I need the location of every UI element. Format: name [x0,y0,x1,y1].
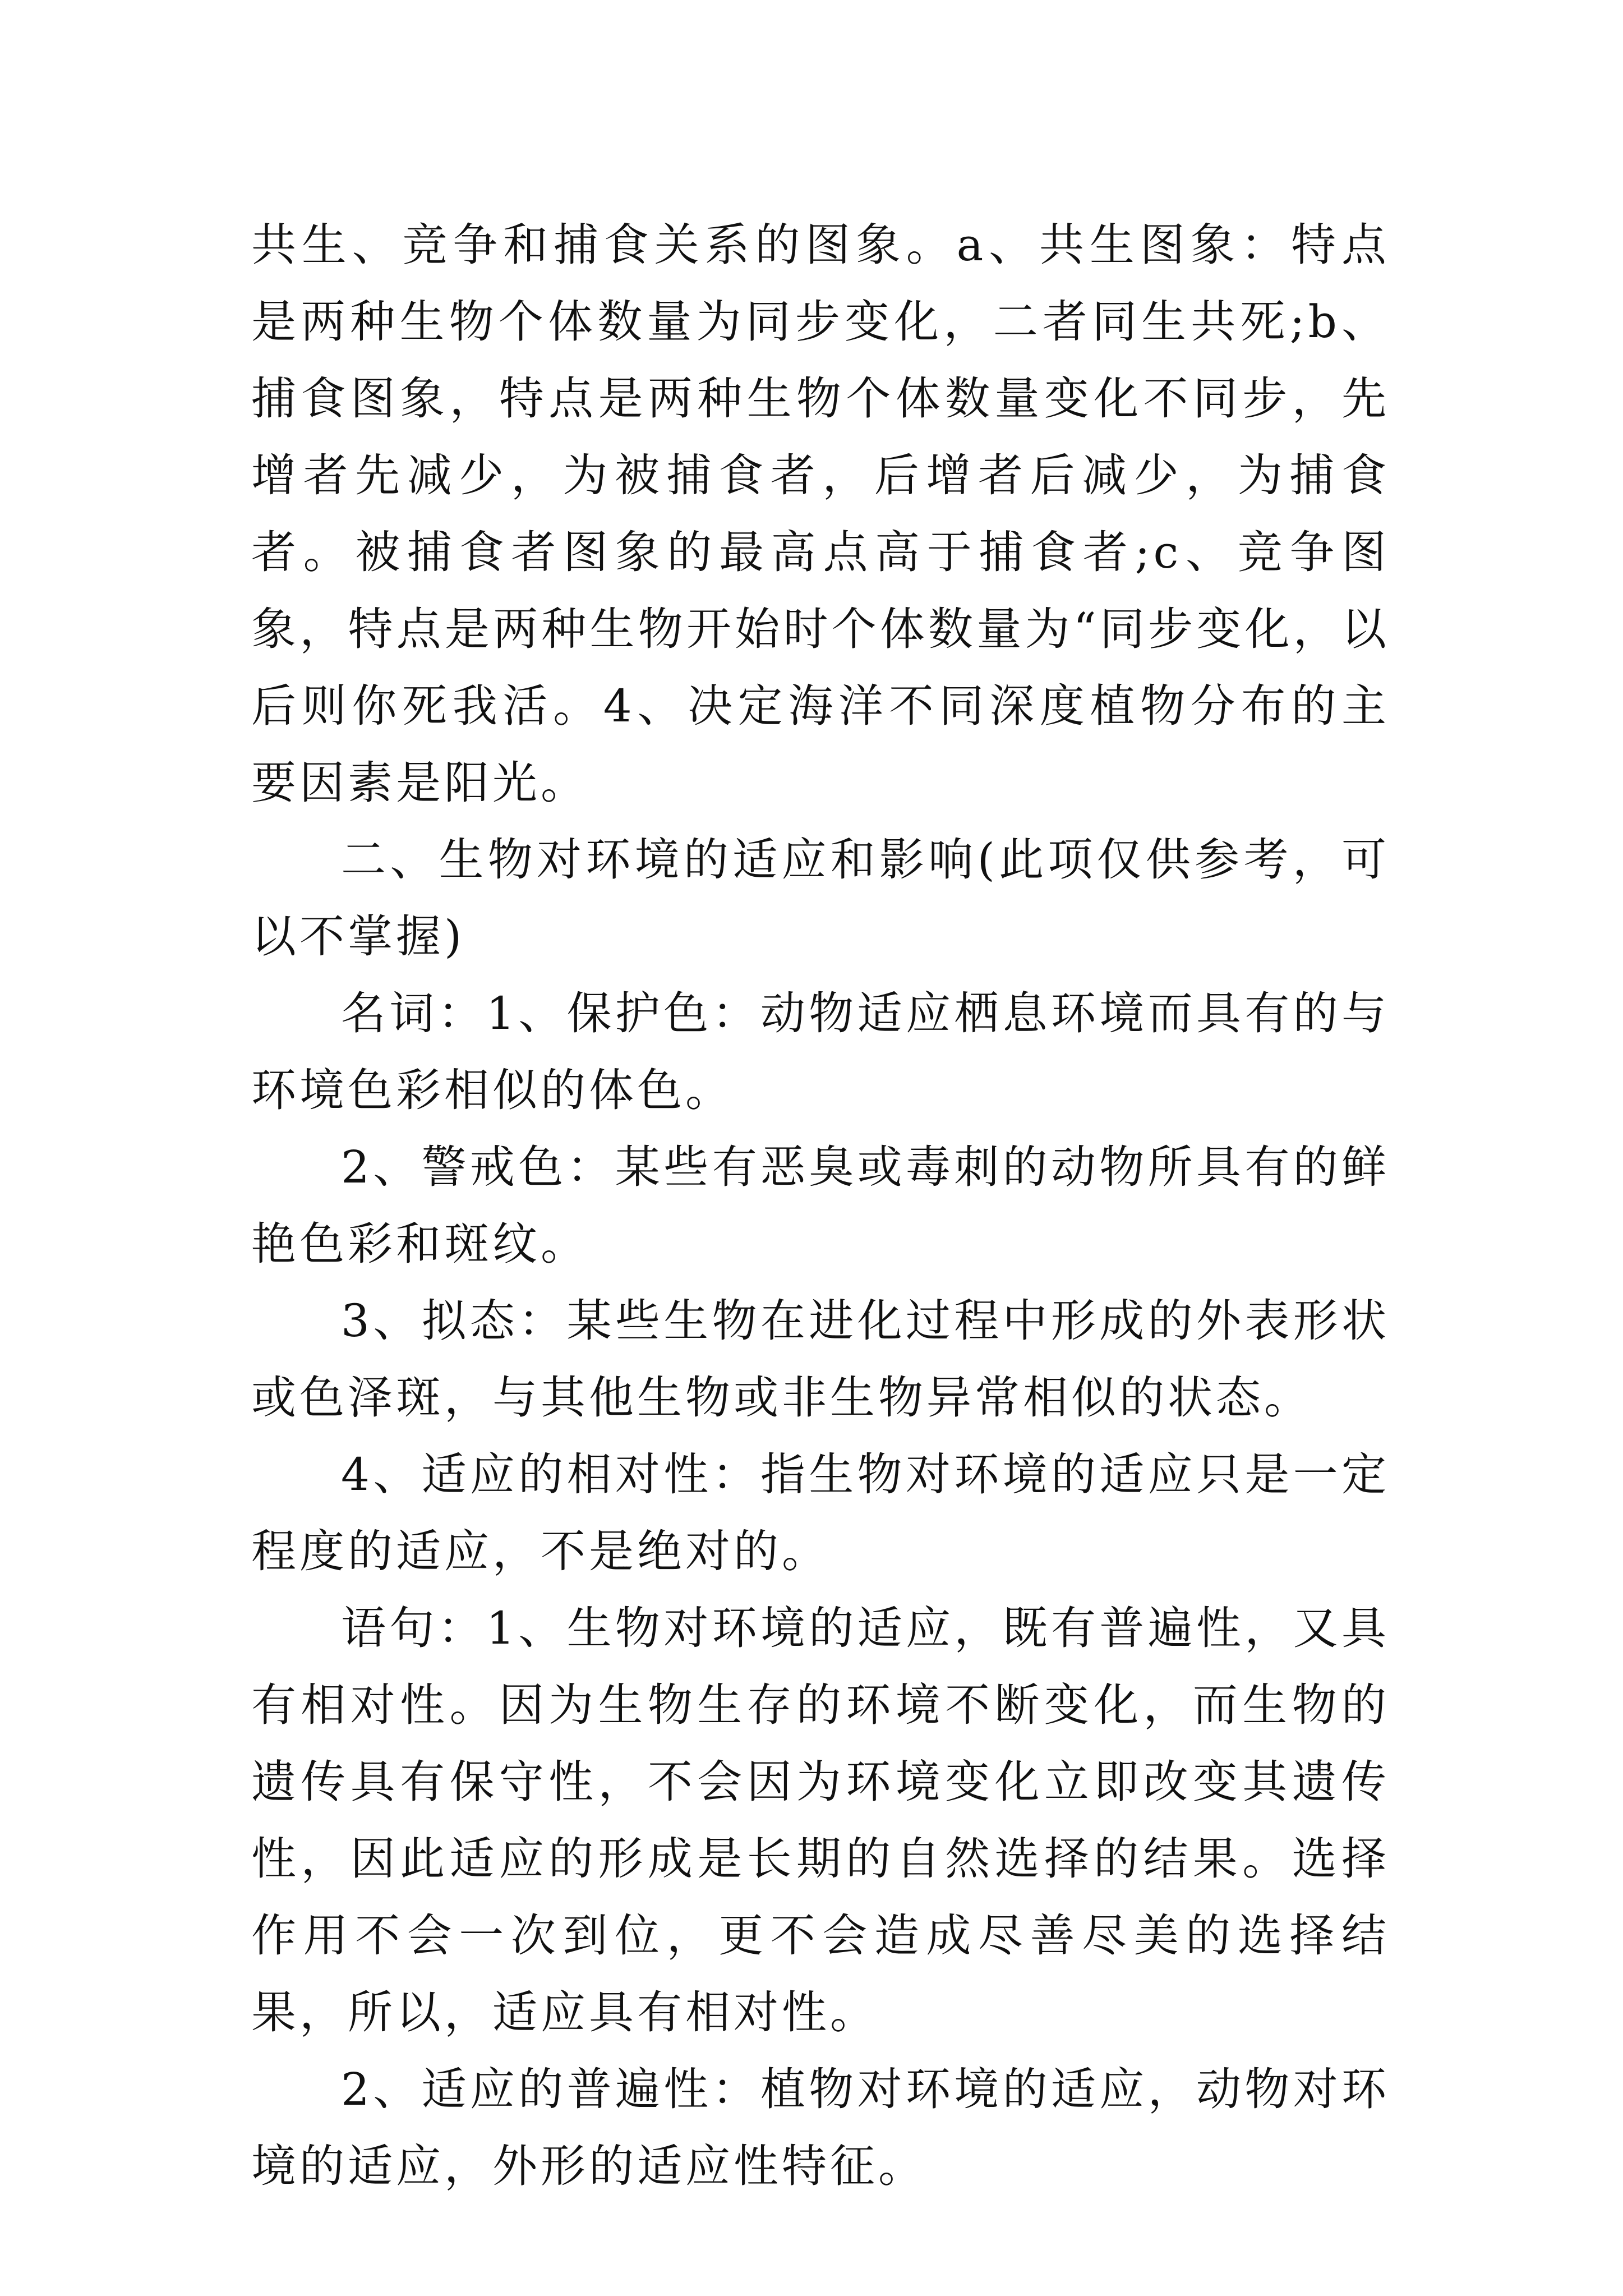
paragraph-statements: 语句：1、生物对环境的适应，既有普遍性，又具有相对性。因为生物生存的环境不断变化，而生物的遗传具有保守性，不会因为环境变化立即改变其遗传性，因此适应的形成是长期的自然选择的结果。选择作用不会一次到位，更不会造成尽善尽美的选择结果，所以，适应具有相对性。 [251,1602,1390,2039]
section-heading-adaptation: 二、生物对环境的适应和影响(此项仅供参考，可以不掌握) [251,834,1390,963]
paragraph-universality-of-adaptation: 2、适应的普遍性：植物对环境的适应，动物对环境的适应，外形的适应性特征。 [251,2063,1390,2192]
paragraph-relationship-graphs: 共生、竞争和捕食关系的图象。a、共生图象：特点是两种生物个体数量为同步变化，二者同生共死;b、捕食图象，特点是两种生物个体数量变化不同步，先增者先减少，为被捕食者，后增者后减少，为捕食者。被捕食者图象的最高点高于捕食者;c、竞争图象，特点是两种生物开始时个体数量为“同步变化，以后则你死我活。4、决定海洋不同深度植物分布的主要因素是阳光。 [251,219,1390,809]
paragraph-mimicry: 3、拟态：某些生物在进化过程中形成的外表形状或色泽斑，与其他生物或非生物异常相似的状态。 [251,1295,1390,1424]
paragraph-relativity-of-adaptation: 4、适应的相对性：指生物对环境的适应只是一定程度的适应，不是绝对的。 [251,1448,1390,1577]
paragraph-warning-color: 2、警戒色：某些有恶臭或毒刺的动物所具有的鲜艳色彩和斑纹。 [251,1141,1390,1270]
document-body [251,206,1390,2205]
paragraph-protective-color: 名词：1、保护色：动物适应栖息环境而具有的与环境色彩相似的体色。 [251,987,1390,1116]
